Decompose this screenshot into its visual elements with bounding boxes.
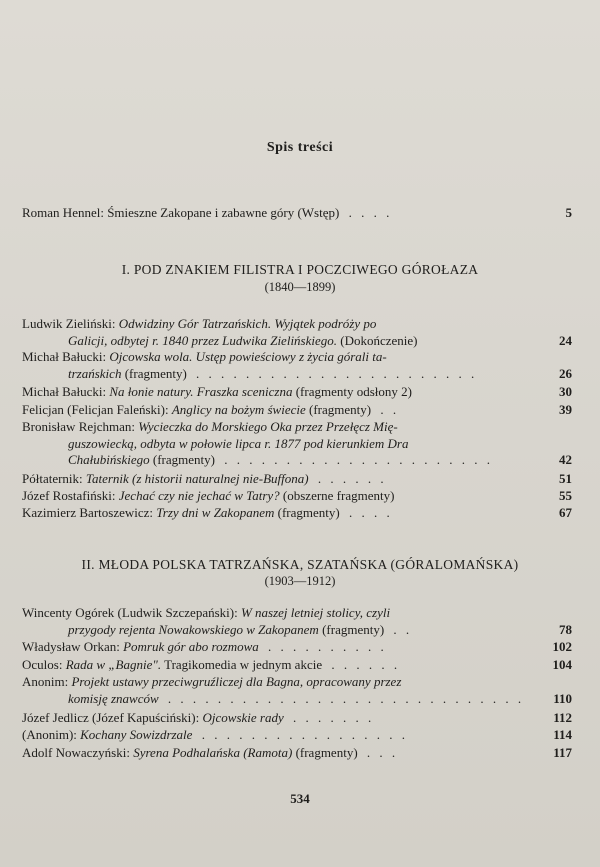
page-title: Spis treści [266, 140, 334, 155]
entry-author: Bronisław Rejchman: [22, 419, 139, 434]
entry-author: Kazimierz Bartoszewicz: [22, 505, 157, 520]
entry-author: Michał Bałucki: [22, 349, 110, 364]
toc-entry [22, 710, 572, 727]
toc-entry-intro [22, 205, 572, 222]
entry-page: 117 [553, 745, 572, 760]
leader-dots: . . . . . . . . . . [268, 639, 387, 654]
entry-title: Ojcowskie rady [202, 710, 284, 725]
leader-dots: . . . . . . [317, 471, 387, 486]
leader-dots: . . . . . . . . . . . . . . . . . . . . . . . . . . . . . [167, 690, 525, 706]
entry-title-cont: Galicji, odbytej r. 1840 przez Ludwika Zielińskiego. [68, 332, 338, 348]
entry-note: (obszerne fragmenty) [279, 488, 395, 503]
entry-title-cont: Chałubińskiego [68, 452, 150, 467]
entry-author: Władysław Orkan: [22, 639, 124, 654]
leader-dots: . . [380, 402, 400, 417]
entry-page: 39 [559, 402, 572, 417]
entry-title: Anglicy na bożym świecie [171, 402, 306, 417]
entry-page: 67 [559, 505, 572, 520]
entry-page: 26 [559, 365, 572, 381]
leader-dots: . . . . . . . . . . . . . . . . . . . . . . . [196, 365, 478, 381]
entry-author: Ludwik Zieliński: [22, 316, 119, 331]
toc-entry [22, 727, 572, 744]
toc-entry [22, 605, 572, 638]
section-years: (1840—1899) [264, 280, 336, 294]
toc-entry [22, 471, 572, 488]
entry-title-cont: przygody rejenta Nowakowskiego w Zakopanem [68, 621, 319, 637]
entry-page: 104 [552, 657, 572, 672]
toc-entry [22, 639, 572, 656]
page-number: 534 [290, 791, 310, 806]
toc-entry [22, 349, 572, 382]
entry-author: Michał Bałucki: [22, 384, 110, 399]
entry-author: Anonim: [22, 674, 72, 689]
leader-dots: . . [393, 621, 413, 637]
entry-page: 55 [559, 488, 572, 503]
toc-entry [22, 745, 572, 762]
leader-dots: . . . . . . . [292, 710, 375, 725]
entry-page: 102 [552, 639, 572, 654]
entry-note: (fragmenty) [318, 621, 385, 637]
entry-note: (fragmenty) [274, 505, 340, 520]
entry-author: Półtaternik: [22, 471, 86, 486]
entry-title: Odwidziny Gór Tatrzańskich. Wyjątek podróży po [118, 316, 377, 331]
entry-title: Projekt ustawy przeciwgruźliczej dla Bagna, opracowany przez [71, 674, 402, 689]
entry-author: Józef Jedlicz (Józef Kapuściński): [22, 710, 203, 725]
entry-note: (fragmenty) [305, 402, 372, 417]
entry-author: Felicjan (Felicjan Faleński): [22, 402, 172, 417]
entry-title: Ojcowska wola. Ustęp powieściowy z życia górali ta- [109, 349, 387, 364]
toc-entry [22, 402, 572, 419]
entry-title: Wycieczka do Morskiego Oka przez Przełęcz Mię- [138, 419, 398, 434]
leader-dots: . . . . [348, 505, 393, 520]
entry-title-cont: guszowiecką, odbyta w połowie lipca r. 1877 pod kierunkiem Dra [68, 435, 409, 451]
entry-author: Oculos: [22, 657, 66, 672]
toc-entry [22, 674, 572, 707]
entry-page: 42 [559, 452, 572, 467]
toc-entry [22, 384, 572, 401]
entry-title: Na łonie natury. Fraszka sceniczna [109, 384, 293, 399]
section-heading: II. MŁODA POLSKA TATRZAŃSKA, SZATAŃSKA (GÓRALOMAŃSKA) [81, 557, 519, 572]
leader-dots: . . . [366, 745, 399, 760]
entry-title: Pomruk gór abo rozmowa [123, 639, 259, 654]
entry-author: Adolf Nowaczyński: [22, 745, 134, 760]
entry-note: (fragmenty odsłony 2) [292, 384, 412, 399]
leader-dots: . . . . . . [331, 657, 401, 672]
entry-page: 110 [553, 690, 572, 706]
leader-dots: . . . . . . . . . . . . . . . . . . . . . . [224, 452, 493, 467]
entry-author: Wincenty Ogórek (Ludwik Szczepański): [22, 605, 241, 620]
entry-title: Taternik (z historii naturalnej nie-Buffona) [85, 471, 309, 486]
entry-title-cont: trzańskich [68, 365, 122, 381]
entry-note: Tragikomedia w jednym akcie [161, 657, 323, 672]
toc-entry [22, 505, 572, 522]
entry-author: (Anonim): [22, 727, 81, 742]
entry-note: (fragmenty) [292, 745, 358, 760]
toc-entry [22, 419, 572, 469]
leader-dots: . . . . [348, 205, 393, 220]
entry-page: 112 [553, 710, 572, 725]
toc-entry [22, 316, 572, 349]
entry-page: 24 [559, 332, 572, 348]
entry-title: Trzy dni w Zakopanem [156, 505, 275, 520]
section-years: (1903—1912) [264, 574, 336, 588]
entry-author: Józef Rostafiński: [22, 488, 119, 503]
entry-page: 51 [559, 471, 572, 486]
leader-dots: . . . . . . . . . . . . . . . . . [201, 727, 408, 742]
entry-text: Roman Hennel: Śmieszne Zakopane i zabawne góry (Wstęp) [22, 205, 340, 220]
section-heading: I. POD ZNAKIEM FILISTRA I POCZCIWEGO GÓROŁAZA [121, 262, 479, 277]
entry-note: (fragmenty) [149, 452, 215, 467]
entry-title: Kochany Sowizdrzale [80, 727, 193, 742]
entry-page: 114 [553, 727, 572, 742]
entry-note: (fragmenty) [121, 365, 187, 381]
entry-page: 78 [559, 621, 572, 637]
entry-title: Rada w „Bagnie". [65, 657, 162, 672]
toc-entry [22, 488, 572, 505]
entry-page: 5 [565, 205, 572, 220]
entry-title: Syrena Podhalańska (Ramota) [133, 745, 293, 760]
toc-entry [22, 657, 572, 674]
entry-title-cont: komisję znawców [68, 690, 159, 706]
entry-note: (Dokończenie) [337, 332, 418, 348]
entry-title: W naszej letniej stolicy, czyli [240, 605, 391, 620]
entry-page: 30 [559, 384, 572, 399]
entry-title: Jechać czy nie jechać w Tatry? [118, 488, 280, 503]
